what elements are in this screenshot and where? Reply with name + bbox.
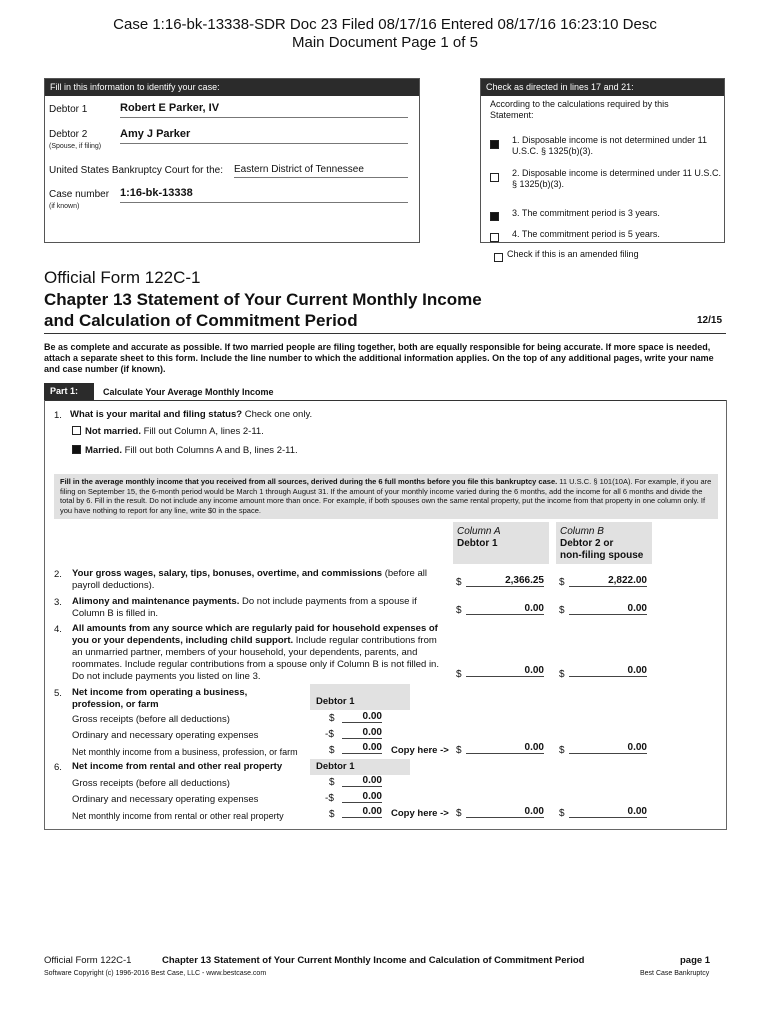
part1-right-border: [726, 400, 727, 830]
form-name: Official Form 122C-1: [44, 268, 201, 287]
line5-net-dollar: $: [329, 745, 335, 756]
check-intro: According to the calculations required by this Statement:: [490, 99, 669, 120]
form-title-line2: and Calculation of Commitment Period: [44, 311, 358, 330]
line5-expenses-label: Ordinary and necessary operating expenses: [72, 730, 259, 741]
line4-label: [72, 623, 447, 683]
line6-net-label: Net monthly income from rental or other real property: [72, 811, 284, 821]
court-label: United States Bankruptcy Court for the:: [49, 165, 223, 176]
line6-title: Net income from rental and other real property: [72, 761, 283, 772]
not-married-rest: Fill out Column A, lines 2-11.: [143, 426, 264, 437]
line5-gross-dollar: $: [329, 713, 335, 724]
part1-left-border: [44, 400, 45, 830]
footer-page: page 1: [680, 955, 711, 966]
line5-a-amount[interactable]: 0.00: [466, 742, 544, 754]
debtor2-label: Debtor 2: [49, 129, 88, 140]
line5-number: 5.: [54, 688, 62, 699]
line6-expenses-label: Ordinary and necessary operating expenses: [72, 794, 259, 805]
opt4-label: 4. The commitment period is 5 years.: [512, 229, 660, 239]
line2-number: 2.: [54, 569, 62, 580]
q1-bold: What is your marital and filing status?: [70, 409, 243, 420]
opt2-checkbox[interactable]: [490, 168, 503, 186]
q1-question: [70, 409, 312, 421]
line2-a-amount[interactable]: 2,366.25: [466, 575, 544, 587]
footer-copyright: Software Copyright (c) 1996-2016 Best Case, LLC - www.bestcase.com: [44, 970, 267, 977]
case-number-label: Case number: [49, 189, 110, 200]
line6-expenses-dollar: -$: [325, 793, 334, 804]
line2-bold: Your gross wages, salary, tips, bonuses, overtime, and commissions: [72, 568, 383, 579]
line6-a-amount[interactable]: 0.00: [466, 806, 544, 818]
line3-rest: Do not include payments from a spouse if Column B is filled in.: [72, 596, 417, 619]
line6-expenses-amount[interactable]: 0.00: [342, 791, 382, 803]
part1-title: Calculate Your Average Monthly Income: [103, 387, 274, 397]
case-number-sublabel: (if known): [49, 203, 80, 210]
line2-rest: (before all payroll deductions).: [72, 568, 427, 591]
opt1-label: 1. Disposable income is not determined under 11 U.S.C. § 1325(b)(3).: [512, 135, 707, 156]
commitment-check-bar: Check as directed in lines 17 and 21:: [481, 79, 724, 96]
line6-number: 6.: [54, 762, 62, 773]
line3-b-dollar: $: [559, 605, 565, 616]
line5-b-dollar: $: [559, 745, 565, 756]
amended-label: Check if this is an amended filing: [507, 249, 639, 259]
line2-b-dollar: $: [559, 577, 565, 588]
column-b-subtitle1: Debtor 2 or: [560, 538, 614, 549]
line6-copy-here: Copy here ->: [391, 808, 449, 819]
debtor1-field[interactable]: Robert E Parker, IV: [120, 102, 408, 118]
line6-b-dollar: $: [559, 808, 565, 819]
footer-vendor: Best Case Bankruptcy: [640, 970, 710, 977]
line5-net-amount[interactable]: 0.00: [342, 742, 382, 754]
line5-expenses-dollar: -$: [325, 729, 334, 740]
court-header-line1: Case 1:16-bk-13338-SDR Doc 23 Filed 08/17/16 Entered 08/17/16 16:23:10 Desc: [113, 16, 657, 33]
line5-debtor-label: Debtor 1: [316, 696, 355, 707]
not-married-option[interactable]: [72, 426, 264, 438]
income-instructions-bold: Fill in the average monthly income that you received from all sources, derived during the 6 full months before you file this bankruptcy case.: [60, 477, 558, 486]
part1-rule: [44, 400, 726, 401]
form-title-line1: Chapter 13 Statement of Your Current Monthly Income: [44, 290, 482, 309]
line5-copy-here: Copy here ->: [391, 745, 449, 756]
line4-bold: All amounts from any source which are regularly paid for household expenses of you or your dependents, including child support.: [72, 623, 438, 646]
debtor2-sublabel: (Spouse, if filing): [49, 143, 102, 150]
line5-a-dollar: $: [456, 745, 462, 756]
debtor1-label: Debtor 1: [49, 104, 88, 115]
line3-label: [72, 596, 447, 620]
line6-gross-dollar: $: [329, 777, 335, 788]
line2-label: [72, 568, 452, 592]
line6-a-dollar: $: [456, 808, 462, 819]
debtor2-field[interactable]: Amy J Parker: [120, 128, 408, 144]
footer-form-name: Official Form 122C-1: [44, 955, 132, 966]
line6-gross-amount[interactable]: 0.00: [342, 775, 382, 787]
line3-b-amount[interactable]: 0.00: [569, 603, 647, 615]
line6-debtor-label: Debtor 1: [316, 761, 355, 772]
court-header-line2: Main Document Page 1 of 5: [292, 34, 478, 51]
income-instructions-rest: 11 U.S.C. § 101(10A). For example, if you are filing on September 15, the 6-month period would be March 1 through August 31. If the amount of your monthly income varied during the 6 months, add the income for all 6 months and divide the total by 6. Fill in the result. Do not include any income amount more than once. For example, if both spouses own the same rental property, put the income from that property in one column only. If you have nothing to report for any line, write $0 in the space.: [60, 477, 712, 515]
opt3-checkbox[interactable]: [490, 207, 503, 225]
line4-a-amount[interactable]: 0.00: [466, 665, 544, 677]
case-number-field[interactable]: 1:16-bk-13338: [120, 187, 408, 203]
line3-number: 3.: [54, 597, 62, 608]
line3-bold: Alimony and maintenance payments.: [72, 596, 240, 607]
checked-box-icon: [490, 140, 499, 149]
line5-gross-amount[interactable]: 0.00: [342, 711, 382, 723]
line5-b-amount[interactable]: 0.00: [569, 742, 647, 754]
unchecked-box-icon: [494, 253, 503, 262]
form-version: 12/15: [697, 315, 723, 326]
form-instructions: Be as complete and accurate as possible. If two married people are filing together, both are equally responsible for being accurate. If more space is needed, attach a separate sheet to this form. Include the line number to which the additional information applies. On the top of any additional pages, write your name and case number (if known).: [44, 342, 714, 374]
column-a-subtitle: Debtor 1: [457, 538, 498, 549]
income-instructions: [54, 474, 718, 519]
q1-rest: Check one only.: [244, 409, 313, 420]
line3-a-amount[interactable]: 0.00: [466, 603, 544, 615]
column-b-title: Column B: [560, 526, 604, 537]
line4-b-dollar: $: [559, 669, 565, 680]
line5-net-label: Net monthly income from a business, profession, or farm: [72, 747, 298, 757]
line6-net-dollar: $: [329, 809, 335, 820]
line4-b-amount[interactable]: 0.00: [569, 665, 647, 677]
amended-checkbox[interactable]: [494, 248, 507, 266]
column-b-subtitle2: non-filing spouse: [560, 550, 644, 561]
married-bold: Married.: [85, 445, 122, 456]
checked-box-icon: [490, 212, 499, 221]
identify-case-bar: Fill in this information to identify your case:: [45, 79, 419, 96]
unchecked-box-icon: [490, 233, 499, 242]
column-a-title: Column A: [457, 526, 501, 537]
line4-a-dollar: $: [456, 669, 462, 680]
line6-net-amount[interactable]: 0.00: [342, 806, 382, 818]
line6-gross-label: Gross receipts (before all deductions): [72, 778, 230, 789]
line5-expenses-amount[interactable]: 0.00: [342, 727, 382, 739]
line5-title: Net income from operating a business, profession, or farm: [72, 687, 248, 710]
q1-number: 1.: [54, 410, 62, 421]
line3-a-dollar: $: [456, 605, 462, 616]
opt3-label: 3. The commitment period is 3 years.: [512, 208, 660, 218]
line2-a-dollar: $: [456, 577, 462, 588]
line6-b-amount[interactable]: 0.00: [569, 806, 647, 818]
title-rule: [44, 333, 726, 334]
opt1-checkbox[interactable]: [490, 135, 503, 153]
checked-box-icon: [72, 445, 81, 454]
opt2-label: 2. Disposable income is determined under 11 U.S.C. § 1325(b)(3).: [512, 168, 721, 189]
unchecked-box-icon: [490, 173, 499, 182]
line2-b-amount[interactable]: 2,822.00: [569, 575, 647, 587]
opt4-checkbox[interactable]: [490, 228, 503, 246]
line5-gross-label: Gross receipts (before all deductions): [72, 714, 230, 725]
footer-form-title: Chapter 13 Statement of Your Current Monthly Income and Calculation of Commitment Period: [162, 955, 585, 966]
part1-bottom-border: [44, 829, 726, 830]
married-option[interactable]: [72, 445, 298, 457]
not-married-bold: Not married.: [85, 426, 141, 437]
line4-rest: Include regular contributions from an unmarried partner, members of your household, your dependents, parents, and roommates. Include regular contributions from a spouse only if Column B is not filled in. Do not include payments you listed on line 3.: [72, 635, 439, 682]
unchecked-box-icon: [72, 426, 81, 435]
line4-number: 4.: [54, 624, 62, 635]
court-field[interactable]: Eastern District of Tennessee: [234, 164, 408, 178]
part1-tag: Part 1:: [44, 383, 94, 400]
married-rest: Fill out both Columns A and B, lines 2-11.: [124, 445, 298, 456]
